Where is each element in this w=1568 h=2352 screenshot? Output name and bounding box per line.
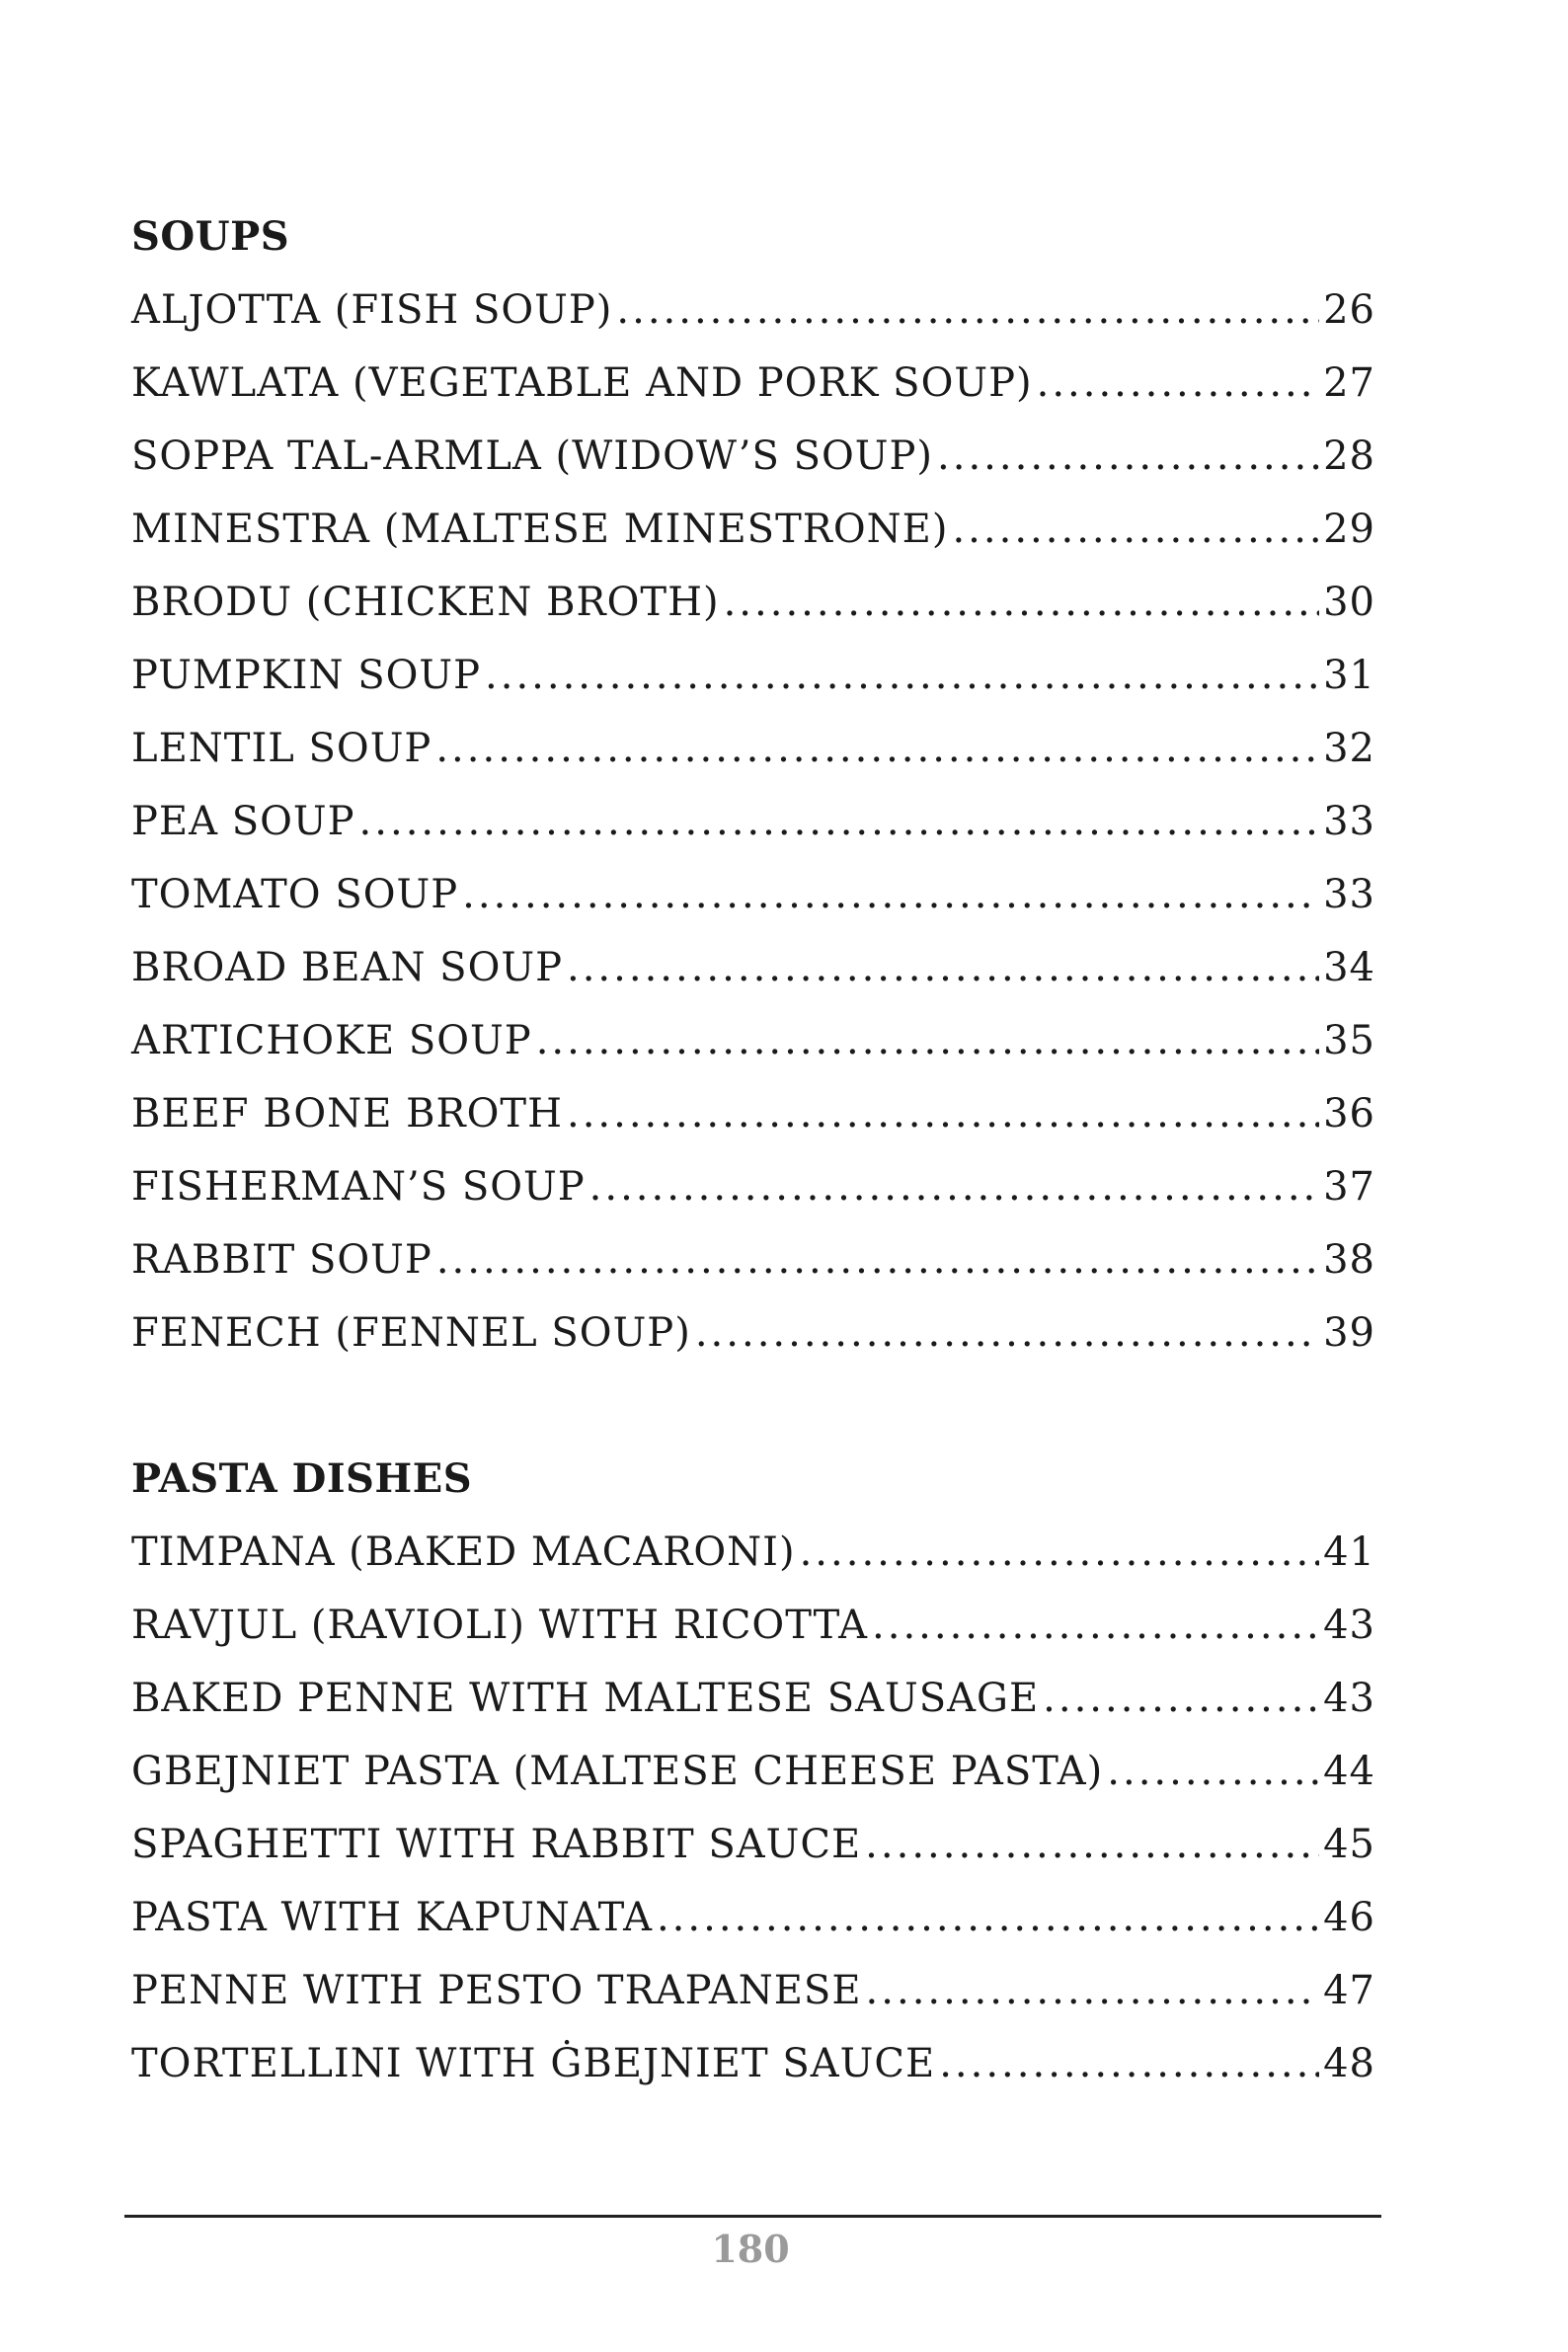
toc-entry-page: 48 [1323,2041,1375,2086]
toc-entry-title: FISHERMAN’S SOUP [131,1164,586,1210]
toc-entry-title: PENNE WITH PESTO TRAPANESE [131,1968,862,2013]
toc-entry-title: BRODU (CHICKEN BROTH) [131,580,720,625]
dot-leader [1107,1744,1319,1799]
dot-leader [657,1890,1319,1945]
toc-entry [131,2036,1375,2109]
toc-entry-page: 34 [1323,945,1375,990]
toc-entry [131,282,1375,355]
toc-entry [131,867,1375,940]
toc-entry-page: 33 [1323,799,1375,844]
toc-entry-page: 47 [1323,1968,1375,2013]
toc-entry-page: 43 [1323,1603,1375,1648]
soups-section [131,209,1375,1378]
toc-entry-title: TORTELLINI WITH ĠBEJNIET SAUCE [131,2041,936,2086]
toc-entry [131,502,1375,575]
dot-leader [939,2036,1319,2091]
toc-entry [131,355,1375,429]
dot-leader [866,1963,1320,2018]
toc-entry [131,1159,1375,1232]
toc-entry-title: RAVJUL (RAVIOLI) WITH RICOTTA [131,1603,869,1648]
toc-entry [131,940,1375,1013]
dot-leader [937,429,1319,484]
toc-entry-page: 44 [1323,1749,1375,1794]
dot-leader [567,1086,1319,1141]
toc-entry-page: 31 [1323,653,1375,698]
toc-entry [131,1671,1375,1744]
toc-entry-page: 32 [1323,726,1375,771]
toc-entry-title: RABBIT SOUP [131,1237,432,1283]
toc-entry-page: 29 [1323,507,1375,552]
dot-leader [865,1817,1319,1872]
toc-entry-title: BROAD BEAN SOUP [131,945,563,990]
toc-entry [131,1890,1375,1963]
toc-entry-title: PEA SOUP [131,799,355,844]
page-number: 180 [711,2227,790,2271]
toc-entry [131,794,1375,867]
footer-divider [124,2215,1381,2218]
toc-entry-page: 30 [1323,580,1375,625]
toc-list-soups [131,282,1375,1378]
toc-entry-title: ARTICHOKE SOUP [131,1018,532,1063]
toc-entry-title: FENECH (FENNEL SOUP) [131,1310,691,1356]
dot-leader [567,940,1319,995]
toc-entry [131,1086,1375,1159]
toc-entry-page: 45 [1323,1822,1375,1867]
toc-entry-page: 38 [1323,1237,1375,1283]
toc-entry-page: 39 [1323,1310,1375,1356]
section-heading-soups: SOUPS [131,213,290,260]
dot-leader [435,721,1319,776]
toc-entry-title: PASTA WITH KAPUNATA [131,1895,653,1940]
toc-entry-title: BEEF BONE BROTH [131,1091,563,1137]
toc-entry-title: TOMATO SOUP [131,872,459,917]
toc-entry-page: 41 [1323,1529,1375,1575]
toc-entry-page: 33 [1323,872,1375,917]
toc-entry [131,1013,1375,1086]
toc-entry-title: MINESTRA (MALTESE MINESTRONE) [131,507,949,552]
toc-entry [131,1744,1375,1817]
toc-entry [131,575,1375,648]
toc-entry-title: PUMPKIN SOUP [131,653,482,698]
dot-leader [616,282,1319,338]
dot-leader [589,1159,1319,1215]
toc-entry [131,1232,1375,1305]
toc-entry [131,1817,1375,1890]
toc-entry-title: ALJOTTA (FISH SOUP) [131,287,613,333]
toc-entry [131,1525,1375,1598]
dot-leader [952,502,1319,557]
toc-entry-page: 43 [1323,1676,1375,1721]
dot-leader [872,1598,1319,1653]
dot-leader [462,867,1319,922]
dot-leader [1037,355,1319,411]
toc-entry [131,721,1375,794]
toc-entry [131,1963,1375,2036]
toc-list-pasta [131,1525,1375,2109]
section-heading-pasta: PASTA DISHES [131,1455,473,1502]
toc-entry-page: 35 [1323,1018,1375,1063]
toc-entry-title: BAKED PENNE WITH MALTESE SAUSAGE [131,1676,1040,1721]
toc-entry-page: 46 [1323,1895,1375,1940]
toc-entry-title: SOPPA TAL-ARMLA (WIDOW’S SOUP) [131,433,934,479]
toc-entry-page: 37 [1323,1164,1375,1210]
toc-entry-page: 27 [1323,360,1375,406]
toc-entry [131,1305,1375,1378]
dot-leader [436,1232,1319,1288]
dot-leader [800,1525,1320,1580]
dot-leader [724,575,1320,630]
dot-leader [536,1013,1319,1068]
toc-entry-title: KAWLATA (VEGETABLE AND PORK SOUP) [131,360,1033,406]
pasta-section [131,1451,1375,2109]
toc-entry [131,429,1375,502]
toc-entry-page: 26 [1323,287,1375,333]
dot-leader [359,794,1320,849]
toc-entry-title: TIMPANA (BAKED MACARONI) [131,1529,796,1575]
toc-entry [131,1598,1375,1671]
toc-entry-title: GBEJNIET PASTA (MALTESE CHEESE PASTA) [131,1749,1104,1794]
toc-entry-title: LENTIL SOUP [131,726,432,771]
toc-entry-page: 28 [1323,433,1375,479]
dot-leader [695,1305,1319,1361]
dot-leader [485,648,1319,703]
dot-leader [1043,1671,1319,1726]
toc-entry-page: 36 [1323,1091,1375,1137]
toc-entry [131,648,1375,721]
toc-entry-title: SPAGHETTI WITH RABBIT SAUCE [131,1822,862,1867]
